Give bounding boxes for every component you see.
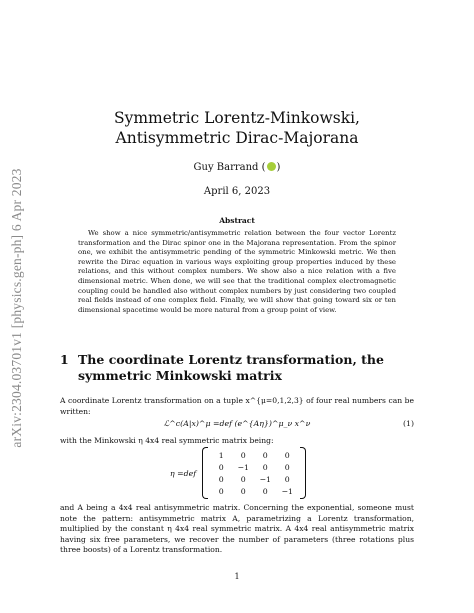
matrix-cell: −1: [259, 474, 271, 484]
matrix-right-bracket: [300, 447, 306, 499]
matrix-cell: 0: [284, 474, 290, 484]
equation-1-body: ℒ^c(A|x)^μ =def (e^{Aη})^μ_ν x^ν: [163, 419, 311, 428]
paragraph-antisymmetric: and A being a 4x4 real antisymmetric matrix. Concerning the exponential, someone must note the pattern: antisymmetric matrix A, parametrizing a Lorentz transformation, multiplied by the constant η 4x4 real symmetric matrix. A 4x4 real antisymmetric matrix having six free parameters, we recover the number of parameters (three rotations plus three boosts) of a Lorentz transformation.: [60, 503, 414, 554]
author-name: Guy Barrand (: [193, 162, 266, 173]
paragraph-minkowski: with the Minkowski η 4x4 real symmetric matrix being:: [60, 436, 274, 445]
page-number: 1: [234, 572, 240, 581]
matrix-cell: 0: [240, 486, 246, 496]
abstract-text: We show a nice symmetric/antisymmetric relation between the four vector Lorentz transformation and the Dirac spinor one in the Majorana representation. From the spinor one, we exhibit the antisymmetric pending of the symmetric Minkowski metric. We then rewrite the Dirac equation in various ways exploiting group properties induced by these relations, and this without complex numbers. We show also a nice relation with a five dimensional metric. When done, we will see that the traditional complex electromagnetic coupling could be handled also without complex numbers by just considering two coupled real fields instead of one complex field. Finally, we will show that going toward six or ten dimensional spacetime would be more natural from a group point of view.: [78, 229, 396, 314]
matrix-cell: 0: [262, 450, 268, 460]
matrix-cell: 0: [284, 462, 290, 472]
matrix-lhs: η =def: [170, 468, 197, 478]
minkowski-matrix: [170, 448, 306, 498]
equation-1: [60, 419, 414, 433]
matrix-cell: 0: [218, 474, 224, 484]
abstract-heading: Abstract: [219, 216, 255, 225]
matrix-cell: 0: [262, 486, 268, 496]
matrix-cell: 0: [240, 450, 246, 460]
matrix-cell: −1: [281, 486, 293, 496]
section-number: 1: [60, 352, 69, 367]
title-line-2: Antisymmetric Dirac-Majorana: [115, 129, 359, 147]
equation-1-number: (1): [402, 419, 414, 428]
paragraph-intro: A coordinate Lorentz transformation on a tuple x^{μ=0,1,2,3} of four real numbers can be written:: [60, 396, 414, 416]
paper-title: [60, 108, 414, 148]
title-line-1: Symmetric Lorentz-Minkowski,: [113, 109, 360, 127]
matrix-cell: 0: [284, 450, 290, 460]
section-heading: [60, 352, 420, 384]
matrix-cell: 0: [218, 462, 224, 472]
matrix-row: [210, 449, 298, 461]
matrix-cell: −1: [237, 462, 249, 472]
orcid-icon[interactable]: [267, 162, 276, 171]
matrix-row: [210, 461, 298, 473]
matrix-cell: 0: [262, 462, 268, 472]
matrix-cell: 0: [218, 486, 224, 496]
matrix-row: [210, 485, 298, 497]
matrix-left-bracket: [202, 447, 208, 499]
matrix-table: [210, 449, 298, 497]
matrix-row: [210, 473, 298, 485]
matrix-cell: 1: [218, 450, 224, 460]
section-title-text: The coordinate Lorentz transformation, the symmetric Minkowski matrix: [78, 352, 384, 383]
paper-date: April 6, 2023: [203, 186, 271, 197]
author-name-end: ): [276, 162, 281, 173]
matrix-cell: 0: [240, 474, 246, 484]
author-line: [60, 162, 414, 173]
arxiv-identifier-stamp: arXiv:2304.03701v1 [physics.gen-ph] 6 Apr 2023: [9, 168, 24, 448]
